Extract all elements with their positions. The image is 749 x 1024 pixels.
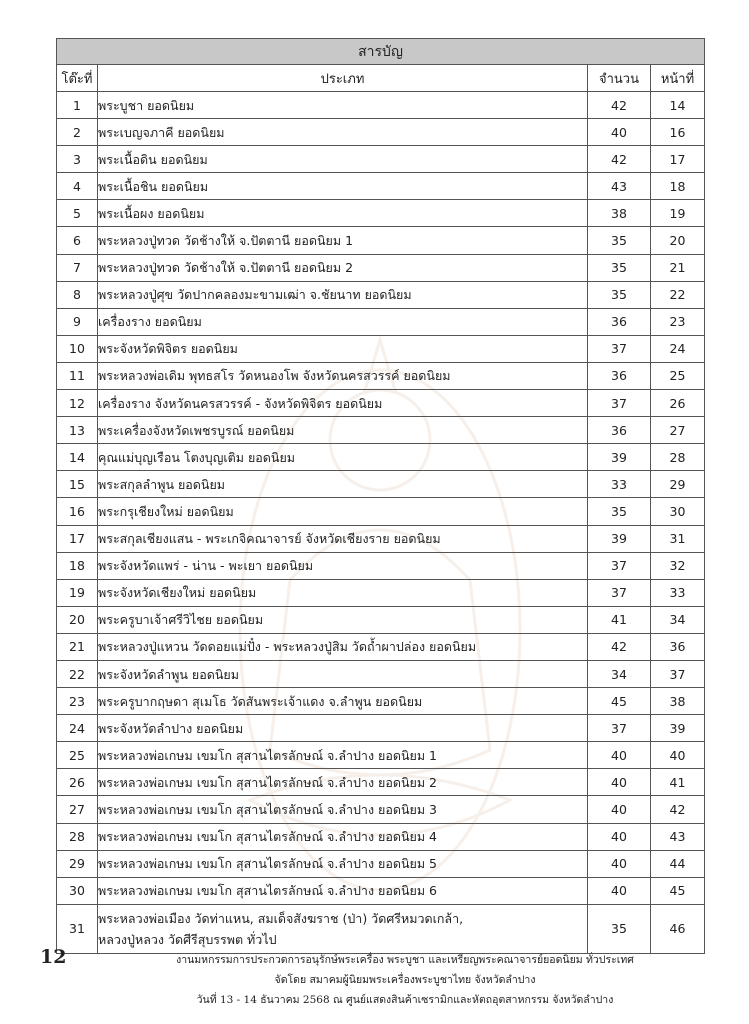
row-page: 25 [651, 362, 705, 389]
row-count: 42 [588, 146, 651, 173]
row-count: 40 [588, 877, 651, 904]
table-row [57, 444, 705, 471]
row-category-line-1: พระหลวงพ่อเมือง วัดท่าแหน, สมเด็จสังฆราช (ป่า) วัดศรีหมวดเกล้า, [98, 910, 464, 926]
row-count: 40 [588, 742, 651, 769]
row-number: 7 [57, 254, 98, 281]
table-row [57, 281, 705, 308]
row-count: 42 [588, 633, 651, 660]
row-count: 36 [588, 308, 651, 335]
row-page: 37 [651, 660, 705, 687]
table-row [57, 525, 705, 552]
row-number: 30 [57, 877, 98, 904]
row-number: 19 [57, 579, 98, 606]
row-category: พระเนื้อดิน ยอดนิยม [98, 146, 588, 173]
row-count: 43 [588, 173, 651, 200]
row-number: 24 [57, 715, 98, 742]
row-category: พระสกุลเชียงแสน - พระเกจิคณาจารย์ จังหวัดเชียงราย ยอดนิยม [98, 525, 588, 552]
row-count: 40 [588, 823, 651, 850]
row-page: 21 [651, 254, 705, 281]
row-category: คุณแม่บุญเรือน โตงบุญเติม ยอดนิยม [98, 444, 588, 471]
row-category: พระหลวงปู่ทวด วัดช้างให้ จ.ปัตตานี ยอดนิยม 2 [98, 254, 588, 281]
row-number: 12 [57, 390, 98, 417]
row-count: 37 [588, 390, 651, 417]
row-category: พระหลวงปู่ศุข วัดปากคลองมะขามเฒ่า จ.ชัยนาท ยอดนิยม [98, 281, 588, 308]
table-row [57, 254, 705, 281]
row-number: 3 [57, 146, 98, 173]
row-count: 40 [588, 796, 651, 823]
row-category: พระหลวงพ่อเกษม เขมโก สุสานไตรลักษณ์ จ.ลำปาง ยอดนิยม 3 [98, 796, 588, 823]
table-row [57, 904, 705, 953]
row-category: พระหลวงพ่อเกษม เขมโก สุสานไตรลักษณ์ จ.ลำปาง ยอดนิยม 1 [98, 742, 588, 769]
row-page: 18 [651, 173, 705, 200]
row-number: 28 [57, 823, 98, 850]
table-row [57, 335, 705, 362]
row-category: เครื่องราง จังหวัดนครสวรรค์ - จังหวัดพิจิตร ยอดนิยม [98, 390, 588, 417]
row-category: พระจังหวัดพิจิตร ยอดนิยม [98, 335, 588, 362]
row-page: 45 [651, 877, 705, 904]
row-number: 27 [57, 796, 98, 823]
table-row [57, 688, 705, 715]
row-category: เครื่องราง ยอดนิยม [98, 308, 588, 335]
table-row [57, 850, 705, 877]
row-page: 40 [651, 742, 705, 769]
row-count: 39 [588, 525, 651, 552]
row-count: 41 [588, 606, 651, 633]
table-row [57, 227, 705, 254]
row-count: 35 [588, 498, 651, 525]
row-category: พระจังหวัดเชียงใหม่ ยอดนิยม [98, 579, 588, 606]
row-number: 22 [57, 660, 98, 687]
row-count: 40 [588, 850, 651, 877]
row-count: 39 [588, 444, 651, 471]
table-row [57, 119, 705, 146]
row-number: 1 [57, 92, 98, 119]
row-number: 17 [57, 525, 98, 552]
row-number: 14 [57, 444, 98, 471]
row-page: 22 [651, 281, 705, 308]
row-page: 16 [651, 119, 705, 146]
table-row [57, 92, 705, 119]
row-number: 18 [57, 552, 98, 579]
row-count: 35 [588, 254, 651, 281]
table-row [57, 579, 705, 606]
row-page: 30 [651, 498, 705, 525]
header-table-number: โต๊ะที่ [57, 65, 98, 92]
table-row [57, 471, 705, 498]
table-title: สารบัญ [57, 39, 705, 65]
row-number: 29 [57, 850, 98, 877]
row-category: พระหลวงพ่อเกษม เขมโก สุสานไตรลักษณ์ จ.ลำปาง ยอดนิยม 4 [98, 823, 588, 850]
row-number: 6 [57, 227, 98, 254]
row-number: 23 [57, 688, 98, 715]
table-row [57, 660, 705, 687]
table-row [57, 552, 705, 579]
row-page: 27 [651, 417, 705, 444]
row-number: 2 [57, 119, 98, 146]
row-number: 16 [57, 498, 98, 525]
row-page: 44 [651, 850, 705, 877]
row-category: พระจังหวัดลำพูน ยอดนิยม [98, 660, 588, 687]
row-count: 36 [588, 362, 651, 389]
row-count: 35 [588, 281, 651, 308]
row-category: พระหลวงพ่อเกษม เขมโก สุสานไตรลักษณ์ จ.ลำปาง ยอดนิยม 6 [98, 877, 588, 904]
table-row [57, 796, 705, 823]
row-number: 10 [57, 335, 98, 362]
row-page: 29 [651, 471, 705, 498]
row-count: 38 [588, 200, 651, 227]
row-category: พระหลวงปู่แหวน วัดดอยแม่ปั๋ง - พระหลวงปู่สิม วัดถ้ำผาปล่อง ยอดนิยม [98, 633, 588, 660]
table-row [57, 877, 705, 904]
header-category: ประเภท [98, 65, 588, 92]
row-category: พระเนื้อผง ยอดนิยม [98, 200, 588, 227]
row-page: 46 [651, 904, 705, 953]
row-page: 42 [651, 796, 705, 823]
table-row [57, 362, 705, 389]
row-category: พระเนื้อชิน ยอดนิยม [98, 173, 588, 200]
row-page: 34 [651, 606, 705, 633]
header-page: หน้าที่ [651, 65, 705, 92]
row-number: 21 [57, 633, 98, 660]
row-count: 35 [588, 227, 651, 254]
row-count: 37 [588, 579, 651, 606]
row-count: 34 [588, 660, 651, 687]
row-page: 23 [651, 308, 705, 335]
row-category: พระบูชา ยอดนิยม [98, 92, 588, 119]
row-category: พระหลวงพ่อเดิม พุทธสโร วัดหนองโพ จังหวัดนครสวรรค์ ยอดนิยม [98, 362, 588, 389]
row-category: พระครูบากฤษดา สุเมโธ วัดสันพระเจ้าแดง จ.ลำพูน ยอดนิยม [98, 688, 588, 715]
row-category: พระหลวงปู่ทวด วัดช้างให้ จ.ปัตตานี ยอดนิยม 1 [98, 227, 588, 254]
table-row [57, 173, 705, 200]
footer-organizer: จัดโดย สมาคมผู้นิยมพระเครื่องพระบูชาไทย จังหวัดลำปาง [274, 974, 536, 986]
row-count: 40 [588, 119, 651, 146]
row-count: 37 [588, 715, 651, 742]
table-row [57, 633, 705, 660]
row-count: 36 [588, 417, 651, 444]
row-page: 24 [651, 335, 705, 362]
table-row [57, 715, 705, 742]
row-page: 41 [651, 769, 705, 796]
row-number: 20 [57, 606, 98, 633]
row-number: 4 [57, 173, 98, 200]
row-category: พระจังหวัดลำปาง ยอดนิยม [98, 715, 588, 742]
row-page: 43 [651, 823, 705, 850]
table-row [57, 606, 705, 633]
row-page: 32 [651, 552, 705, 579]
row-category: พระเครื่องจังหวัดเพชรบูรณ์ ยอดนิยม [98, 417, 588, 444]
table-row [57, 498, 705, 525]
row-count: 35 [588, 904, 651, 953]
row-number: 31 [57, 904, 98, 953]
footer-date-venue: วันที่ 13 - 14 ธันวาคม 2568 ณ ศูนย์แสดงสินค้าเซรามิกและหัตถอุตสาหกรรม จังหวัดลำปาง [196, 994, 614, 1006]
table-row [57, 417, 705, 444]
row-page: 19 [651, 200, 705, 227]
table-row [57, 769, 705, 796]
table-row [57, 742, 705, 769]
row-number: 5 [57, 200, 98, 227]
row-page: 14 [651, 92, 705, 119]
row-count: 37 [588, 552, 651, 579]
row-page: 17 [651, 146, 705, 173]
row-category: พระจังหวัดแพร่ - น่าน - พะเยา ยอดนิยม [98, 552, 588, 579]
footer-event-title: งานมหกรรมการประกวดการอนุรักษ์พระเครื่อง พระบูชา และเหรียญพระคณาจารย์ยอดนิยม ทั่วประเทศ [176, 954, 634, 966]
row-category: พระเบญจภาคี ยอดนิยม [98, 119, 588, 146]
header-count: จำนวน [588, 65, 651, 92]
row-count: 42 [588, 92, 651, 119]
row-category-line-2: หลวงปู่หลวง วัดศีรีสุบรรพต ทั่วไป [98, 931, 277, 947]
row-category: พระหลวงพ่อเกษม เขมโก สุสานไตรลักษณ์ จ.ลำปาง ยอดนิยม 5 [98, 850, 588, 877]
row-page: 38 [651, 688, 705, 715]
table-row [57, 308, 705, 335]
table-row [57, 390, 705, 417]
row-count: 45 [588, 688, 651, 715]
table-of-contents [56, 38, 705, 954]
row-number: 25 [57, 742, 98, 769]
row-page: 31 [651, 525, 705, 552]
table-row [57, 823, 705, 850]
row-category [98, 904, 588, 953]
row-count: 40 [588, 769, 651, 796]
page-number: 12 [40, 946, 67, 968]
table-row [57, 200, 705, 227]
row-page: 36 [651, 633, 705, 660]
row-page: 20 [651, 227, 705, 254]
row-number: 15 [57, 471, 98, 498]
row-page: 33 [651, 579, 705, 606]
row-page: 28 [651, 444, 705, 471]
row-number: 13 [57, 417, 98, 444]
row-number: 9 [57, 308, 98, 335]
row-category: พระกรุเชียงใหม่ ยอดนิยม [98, 498, 588, 525]
row-category: พระสกุลลำพูน ยอดนิยม [98, 471, 588, 498]
row-page: 39 [651, 715, 705, 742]
row-number: 11 [57, 362, 98, 389]
row-count: 37 [588, 335, 651, 362]
row-count: 33 [588, 471, 651, 498]
row-category: พระหลวงพ่อเกษม เขมโก สุสานไตรลักษณ์ จ.ลำปาง ยอดนิยม 2 [98, 769, 588, 796]
row-number: 8 [57, 281, 98, 308]
row-page: 26 [651, 390, 705, 417]
row-category: พระครูบาเจ้าศรีวิไชย ยอดนิยม [98, 606, 588, 633]
table-row [57, 146, 705, 173]
row-number: 26 [57, 769, 98, 796]
